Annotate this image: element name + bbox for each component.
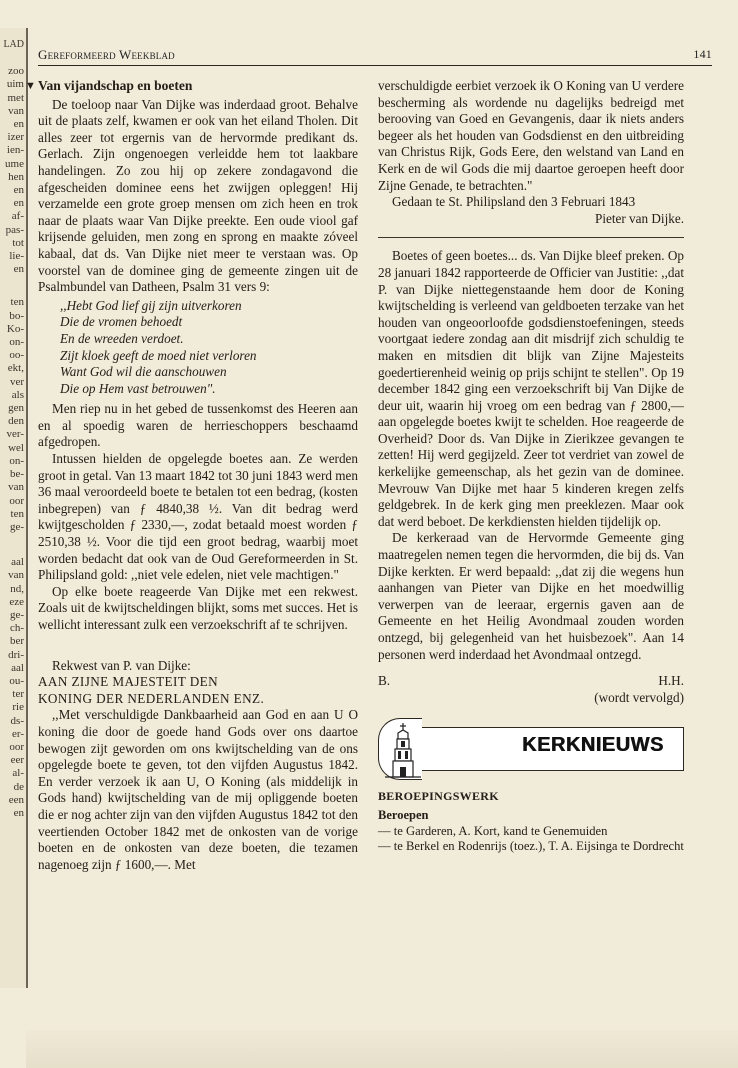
prev-page-fragment: lie- — [9, 250, 24, 263]
arrow-marker-icon: ▼ — [25, 80, 36, 92]
prev-page-fragment: rie — [12, 701, 24, 714]
prev-page-fragment: en — [13, 197, 24, 210]
prev-page-fragment: van — [8, 104, 24, 117]
previous-page-edge — [0, 28, 28, 988]
prev-page-fragment: be- — [9, 468, 24, 481]
prev-page-header-fragment: LAD — [3, 39, 24, 50]
prev-page-fragment: gen — [8, 402, 24, 415]
prev-page-fragment: een — [8, 793, 24, 806]
prev-page-fragment: eze — [9, 595, 24, 608]
divider — [378, 237, 684, 238]
prev-page-fragment: af- — [11, 210, 24, 223]
prev-page-fragment: wel — [8, 441, 24, 454]
poem-line: ,,Hebt God lief gij zijn uitverkoren — [60, 297, 242, 313]
prev-page-fragment: ter — [12, 688, 24, 701]
paragraph: Boetes of geen boetes... ds. Van Dijke bleef preken. Op 28 januari 1842 rapporteerde de Officier van Justitie: ,,dat P. van Dijke niettegenstaande hem door de Koning kwijtschelding is verleend van geldboeten terzake van het houden van ongeoorloofde godsdienstoefeningen, steeds voortgaat iedere zondag aan dit misdrijf zich schuldig te maken en mitsdien dit blijk van Zijne Majesteits goedertierenheid weinig op prijs schijnt te stellen". Op 19 december 1842 ging een verzoekschrift bij Van Dijke de deur uit, waarin hij vroeg om een bedrag van ƒ 2800,— aan opgelegde boetes kwijt te schelden. Hoe reageerde de Overheid? Door ds. Van Dijke in Zierikzee gevangen te zetten! Hij werd gegijzeld. Zeer tot verdriet van zowel de kerkelijke gemeenschap, als het gezin van de dominee. Mevrouw Van Dijke met haar 5 kinderen kregen zelfs geldgebrek. In de kerk ging men preeklezen. Maar ook dat werd beboet. De kerkdiensten hielden tijdelijk op. — [378, 248, 684, 529]
prev-page-fragment: en — [13, 118, 24, 131]
prev-page-fragment: on- — [9, 454, 24, 467]
prev-page-fragment: ge- — [9, 608, 24, 621]
prev-page-fragment: aal — [11, 556, 24, 569]
prev-page-fragment: oor — [9, 740, 24, 753]
prev-page-fragment: van — [8, 569, 24, 582]
prev-page-fragment: ge- — [9, 520, 24, 533]
list-item: — te Garderen, A. Kort, kand te Genemuiden — [378, 823, 608, 838]
poem-line: Want God wil die aanschouwen — [60, 364, 227, 380]
page-number: 141 — [693, 47, 712, 61]
prev-page-fragment: ekt, — [7, 362, 24, 375]
prev-page-fragment: oor — [9, 494, 24, 507]
prev-page-fragment: ien- — [6, 144, 24, 157]
poem-line: En de wreeden verdoet. — [60, 330, 184, 346]
section-heading: ▼ Van vijandschap en boeten — [25, 78, 193, 93]
prev-page-fragment: ume — [5, 157, 24, 170]
prev-page-fragments-top — [0, 65, 26, 276]
prev-page-fragment: on- — [9, 336, 24, 349]
prev-page-fragment: zoo — [8, 65, 24, 78]
prev-page-fragment: er- — [12, 727, 24, 740]
prev-page-fragment: al- — [12, 767, 24, 780]
prev-page-fragment: en — [13, 263, 24, 276]
prev-page-fragment: Ko- — [6, 322, 24, 335]
prev-page-fragment: ber — [9, 635, 24, 648]
prev-page-fragment: pas- — [5, 223, 24, 236]
left-column — [25, 78, 358, 873]
poem-line: Zijt kloek geeft de moed niet verloren — [60, 347, 257, 363]
continued-note: (wordt vervolgd) — [594, 689, 684, 705]
prev-page-fragment: met — [7, 91, 24, 104]
paragraph: De kerkeraad van de Hervormde Gemeente ging maatregelen nemen tegen die hervormden, die bij ds. Van Dijke kerkten. Er werd bepaald: ,,dat zij die wegens hun aanhangen van Pieter van Dijke en het moedwillig verwerpen van de leeraar, ergernis gaven aan de Gemeente en het Heilig Avondmaal zouden worden ontzegd, bij gelegenheid van het huisbezoek". Aan 14 personen werd inderdaad het Avondmaal ontzegd. — [378, 530, 684, 662]
kerknieuws-title: KERKNIEUWS — [522, 734, 664, 757]
prev-page-fragment: ten — [10, 296, 24, 309]
prev-page-fragment: eer — [10, 754, 24, 767]
beroepen-heading: Beroepen — [378, 807, 429, 822]
prev-page-fragment: tot — [12, 236, 24, 249]
prev-page-fragment: uim — [6, 78, 24, 91]
page-header — [38, 45, 712, 66]
prev-page-fragment: aal — [11, 661, 24, 674]
paragraph: ,,Met verschuldigde Dankbaarheid aan God en aan U O koning die door de goede hand Gods over ons daartoe bewogen zijt geworden om ons kwijtschelding van de ons opgelegde boete te geven, tot den vijfden Augustus 1842. En verder verzoek ik aan U, O Koning (als middelijk in Gods hand) kwijtschelding van de mij opliggende boeten die er nog achter zijn van den vijfden Augustus 1842 tot den veertienden October 1842 met de onkosten van de vorige boeten en de onkosten van deze boeten, die tezamen nagenoeg zijn ƒ 1600,—. Met — [38, 707, 358, 872]
prev-page-fragment: bo- — [9, 309, 24, 322]
poem-line: Die de vromen behoedt — [60, 314, 183, 330]
prev-page-fragment: den — [8, 415, 24, 428]
prev-page-fragment: van — [8, 481, 24, 494]
beroepingswerk-heading: BEROEPINGSWERK — [378, 789, 499, 804]
kerknieuws-banner — [378, 718, 684, 780]
signature: Pieter van Dijke. — [595, 210, 684, 226]
paragraph: De toeloop naar Van Dijke was inderdaad groot. Behalve uit de plaats zelf, kwamen er ook van het eiland Tholen. Dit alles zeer tot ergernis van de hervormde predikant ds. Gerlach. Zijn ongenoegen verleidde hem tot laakbare handelingen. Zo zou hij op zekere zondagavond die afgescheiden dominee eens het zwijgen opleggen! Hij verzamelde een grote groep mensen om zich heen en trok naar de plaats waar Van Dijke preekte. Een oude viool gaf krijsende geluiden, men zong en sprong en maakte zóveel kabaal, dat ds. Van Dijke niet meer te verstaan was. Op voorstel van de dominee ging de gemeente zingen uit de Psalmbundel van Datheen, Psalm 31 vers 9: — [38, 96, 358, 295]
paragraph: Op elke boete reageerde Van Dijke met een rekwest. Zoals uit de kwijtscheldingen blijkt, soms met succes. Het is wellicht interessant zulk een verzoekschrift af te schrijven. — [38, 583, 358, 632]
prev-page-fragments-middle — [0, 296, 26, 534]
paragraph: verschuldigde eerbiet verzoek ik O Koning van U verdere bescherming als wordende nu dagelijks bedreigd met berooving van Goed en Gevangenis, daar ik niets anders begeer als het houden van Godsdienst en den uitbreiding van Christus Rijk, Gods Eere, den welstand van Land en Kerk en de wil Gods die mij daartoe geroepen heeft door Zijne Genade, te betrachten." — [378, 78, 684, 193]
prev-page-fragment: de — [13, 780, 24, 793]
prev-page-fragments-bottom — [0, 556, 26, 820]
paragraph: Intussen hielden de opgelegde boetes aan. Ze werden groot in getal. Van 13 maart 1842 tot 30 juni 1843 werd men 36 maal veroordeeld boete te betalen tot een bedrag, (kosten inbegrepen) van ƒ 4840,38 ½. Van dit bedrag werd kwijtgescholden ƒ 2330,—, zodat betaald moest worden ƒ 2510,38 ½. Voor die tijd een groot bedrag, waarbij moet worden bedacht dat ook van de Oud Gereformeerden in St. Philipsland gold: ,,niet vele edelen, niet vele machtigen." — [38, 451, 358, 583]
right-column — [378, 78, 684, 854]
poem-line: Die op Hem vast betrouwen". — [60, 380, 216, 396]
church-tower-icon — [378, 718, 422, 780]
page-bottom-edge — [26, 1030, 738, 1068]
prev-page-fragment: ver — [9, 375, 24, 388]
prev-page-fragment: en — [13, 184, 24, 197]
paragraph: Men riep nu in het gebed de tussenkomst des Heeren aan en al spoedig waren de herrieschoppers beschaamd afgedropen. — [38, 401, 358, 450]
prev-page-fragment: ch- — [9, 622, 24, 635]
prev-page-fragment: en — [13, 806, 24, 819]
prev-page-fragment: izer — [7, 131, 24, 144]
prev-page-fragment: als — [11, 388, 24, 401]
rekwest-intro: Rekwest van P. van Dijke: — [52, 657, 191, 673]
list-item: — te Berkel en Rodenrijs (toez.), T. A. Eijsinga te Dordrecht — [378, 838, 684, 853]
prev-page-fragment: nd, — [10, 582, 24, 595]
prev-page-fragment: ten — [10, 507, 24, 520]
prev-page-fragment: oo- — [9, 349, 24, 362]
author-initials: B. H.H. — [378, 673, 684, 689]
prev-page-fragment: ds- — [10, 714, 24, 727]
address-line: KONING DER NEDERLANDEN ENZ. — [38, 690, 265, 706]
prev-page-fragment: dri- — [8, 648, 24, 661]
kerknieuws-bar — [422, 727, 684, 771]
prev-page-fragment: ver- — [6, 428, 24, 441]
magazine-title: Gereformeerd Weekblad — [38, 47, 175, 62]
psalm-quote — [60, 298, 358, 398]
address-line: AAN ZIJNE MAJESTEIT DEN — [38, 674, 219, 690]
prev-page-fragment: hen — [8, 170, 24, 183]
prev-page-fragment: ou- — [9, 674, 24, 687]
dated-line: Gedaan te St. Philipsland den 3 Februari 1843 — [392, 194, 636, 210]
